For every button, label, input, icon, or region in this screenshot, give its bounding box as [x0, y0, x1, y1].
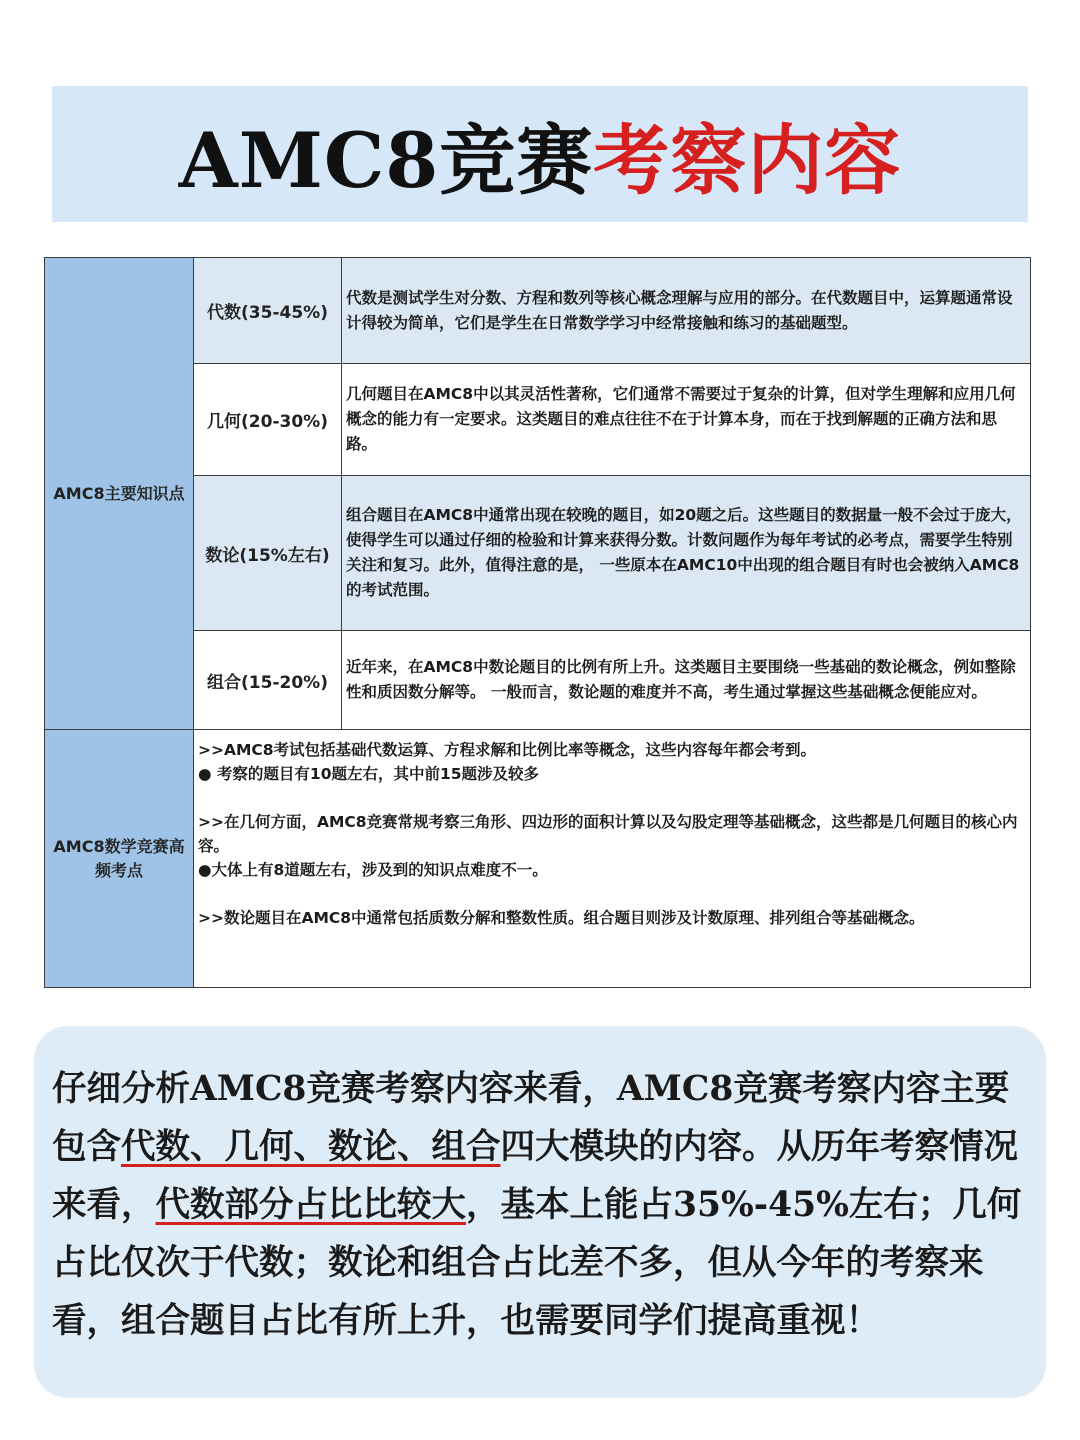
summary-underline-modules: 代数、几何、数论、组合: [121, 1127, 501, 1167]
topic-number-theory: 数论(15%左右): [194, 476, 342, 631]
summary-box: [34, 1026, 1046, 1398]
title-black-part: AMC8竞赛: [178, 115, 594, 205]
summary-part-3: ，基本上能占35%-45%左右；几何占比仅次于代数；数论和组合占比差不多，但从今年的考察来看，组合题目占比有所上升，也需要同学们提高重视！: [52, 1185, 1022, 1341]
main-knowledge-category: AMC8主要知识点: [45, 258, 194, 730]
topic-algebra-description: 代数是测试学生对分数、方程和数列等核心概念理解与应用的部分。在代数题目中，运算题通常设计得较为简单，它们是学生在日常数学学习中经常接触和练习的基础题型。: [342, 258, 1031, 364]
frequent-paragraph-geometry: >>在几何方面，AMC8竞赛常规考察三角形、四边形的面积计算以及勾股定理等基础概念，这些都是几何题目的核心内容。: [198, 813, 1018, 855]
summary-part-1: 仔细分析AMC8竞赛考察内容来看，AMC8竞赛考察内容主要包含: [52, 1069, 1010, 1167]
table-row: [45, 730, 1031, 988]
page-title: [179, 100, 901, 209]
summary-text: [52, 1060, 1032, 1350]
title-banner: [52, 86, 1028, 222]
topic-combinatorics-description: 近年来，在AMC8中数论题目的比例有所上升。这类题目主要围绕一些基础的数论概念，例如整除性和质因数分解等。 一般而言，数论题的难度并不高，考生通过掌握这些基础概念便能应对。: [342, 631, 1031, 730]
frequent-bullet-geometry: ●大体上有8道题左右，涉及到的知识点难度不一。: [198, 861, 548, 879]
topic-combinatorics: 组合(15-20%): [194, 631, 342, 730]
title-red-part: 考察内容: [593, 115, 902, 205]
frequent-topics-category: AMC8数学竞赛高频考点: [45, 730, 194, 988]
frequent-paragraph-number-theory: >>数论题目在AMC8中通常包括质数分解和整数性质。组合题目则涉及计数原理、排列组合等基础概念。: [198, 909, 925, 927]
summary-underline-algebra: 代数部分占比比较大: [155, 1185, 466, 1225]
topic-number-theory-description: 组合题目在AMC8中通常出现在较晚的题目，如20题之后。这些题目的数据量一般不会过于庞大，使得学生可以通过仔细的检验和计算来获得分数。计数问题作为每年考试的必考点，需要学生特别关注和复习。此外，值得注意的是， 一些原本在AMC10中出现的组合题目有时也会被纳入AMC8的考试范围。: [342, 476, 1031, 631]
frequent-bullet-algebra: ● 考察的题目有10题左右，其中前15题涉及较多: [198, 765, 540, 783]
frequent-topics-content: [194, 730, 1031, 988]
topic-algebra: 代数(35-45%): [194, 258, 342, 364]
topic-geometry: 几何(20-30%): [194, 364, 342, 476]
summary-part-2: 四大模块的内容。从历年考察情况来看，: [52, 1127, 1018, 1225]
frequent-paragraph-algebra: >>AMC8考试包括基础代数运算、方程求解和比例比率等概念，这些内容每年都会考到。: [198, 741, 817, 759]
topic-geometry-description: 几何题目在AMC8中以其灵活性著称，它们通常不需要过于复杂的计算，但对学生理解和应用几何概念的能力有一定要求。这类题目的难点往往不在于计算本身，而在于找到解题的正确方法和思路。: [342, 364, 1031, 476]
content-table: [44, 257, 1031, 988]
table-row: [45, 258, 1031, 364]
